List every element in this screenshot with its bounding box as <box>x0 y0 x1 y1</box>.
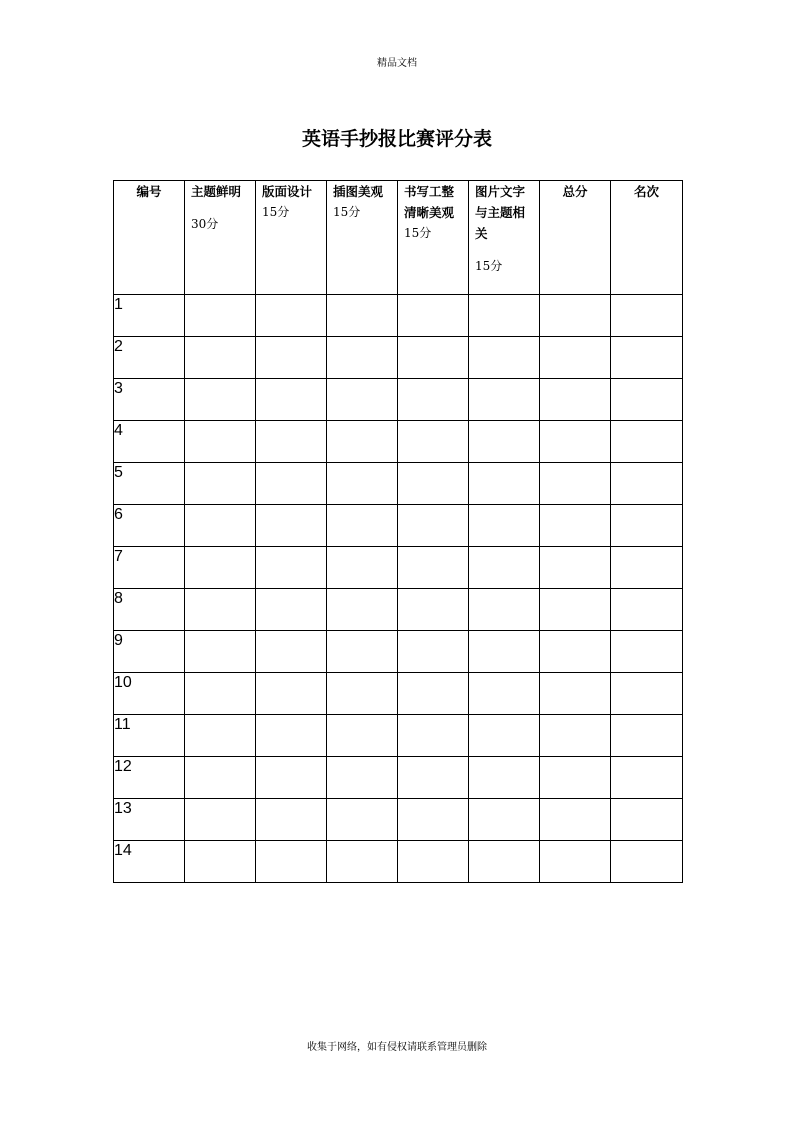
score-cell[interactable] <box>540 673 611 715</box>
table-header-row <box>114 181 683 295</box>
score-cell[interactable] <box>185 757 256 799</box>
header-label: 图片文字 <box>475 184 526 199</box>
score-cell[interactable] <box>327 547 398 589</box>
score-cell[interactable] <box>185 337 256 379</box>
header-label: 书写工整 <box>404 184 455 199</box>
score-cell[interactable] <box>469 295 540 337</box>
header-label: 主题鲜明 <box>191 184 242 199</box>
score-cell[interactable] <box>469 673 540 715</box>
score-cell[interactable] <box>398 379 469 421</box>
score-cell[interactable] <box>398 505 469 547</box>
score-cell[interactable] <box>540 715 611 757</box>
score-cell[interactable] <box>540 421 611 463</box>
header-label: 清晰美观 <box>404 205 455 220</box>
score-cell[interactable] <box>611 505 683 547</box>
score-cell[interactable] <box>398 841 469 883</box>
score-cell[interactable] <box>256 295 327 337</box>
score-cell[interactable] <box>540 379 611 421</box>
table-row <box>114 799 683 841</box>
row-number-cell: 7 <box>114 547 185 589</box>
score-cell[interactable] <box>185 715 256 757</box>
table-row <box>114 295 683 337</box>
row-number-cell: 12 <box>114 757 185 799</box>
score-cell[interactable] <box>611 757 683 799</box>
score-cell[interactable] <box>256 505 327 547</box>
score-cell[interactable] <box>327 589 398 631</box>
score-cell[interactable] <box>540 505 611 547</box>
score-cell[interactable] <box>469 841 540 883</box>
header-cell-relevance <box>469 181 540 295</box>
score-cell[interactable] <box>611 337 683 379</box>
score-cell[interactable] <box>398 421 469 463</box>
score-cell[interactable] <box>469 337 540 379</box>
score-cell[interactable] <box>185 505 256 547</box>
score-cell[interactable] <box>256 337 327 379</box>
score-cell[interactable] <box>185 547 256 589</box>
score-cell[interactable] <box>398 547 469 589</box>
score-cell[interactable] <box>185 379 256 421</box>
header-score: 15分 <box>333 205 361 219</box>
header-label: 版面设计 <box>262 184 313 199</box>
score-cell[interactable] <box>256 673 327 715</box>
score-cell[interactable] <box>540 841 611 883</box>
row-number-cell: 5 <box>114 463 185 505</box>
score-cell[interactable] <box>327 295 398 337</box>
score-cell[interactable] <box>398 631 469 673</box>
score-cell[interactable] <box>398 463 469 505</box>
score-cell[interactable] <box>540 589 611 631</box>
score-cell[interactable] <box>469 547 540 589</box>
score-cell[interactable] <box>185 295 256 337</box>
row-number-cell: 4 <box>114 421 185 463</box>
header-cell-id <box>114 181 185 295</box>
row-number-cell: 1 <box>114 295 185 337</box>
score-cell[interactable] <box>611 799 683 841</box>
score-cell[interactable] <box>185 673 256 715</box>
table-row <box>114 421 683 463</box>
score-cell[interactable] <box>469 589 540 631</box>
score-cell[interactable] <box>327 631 398 673</box>
score-cell[interactable] <box>256 841 327 883</box>
score-cell[interactable] <box>469 715 540 757</box>
header-cell-theme <box>185 181 256 295</box>
score-cell[interactable] <box>611 673 683 715</box>
score-cell[interactable] <box>398 799 469 841</box>
score-cell[interactable] <box>469 505 540 547</box>
score-cell[interactable] <box>327 841 398 883</box>
score-cell[interactable] <box>256 421 327 463</box>
score-cell[interactable] <box>540 757 611 799</box>
header-cell-layout <box>256 181 327 295</box>
score-cell[interactable] <box>611 631 683 673</box>
score-cell[interactable] <box>398 673 469 715</box>
header-label: 与主题相 <box>475 205 526 220</box>
score-cell[interactable] <box>256 589 327 631</box>
header-label: 名次 <box>633 184 659 199</box>
header-cell-rank <box>611 181 683 295</box>
score-cell[interactable] <box>469 463 540 505</box>
score-cell[interactable] <box>398 757 469 799</box>
header-cell-handwriting <box>398 181 469 295</box>
table-row <box>114 631 683 673</box>
header-score: 15分 <box>475 259 503 273</box>
score-cell[interactable] <box>540 631 611 673</box>
score-cell[interactable] <box>540 463 611 505</box>
score-cell[interactable] <box>327 379 398 421</box>
header-score: 15分 <box>262 205 290 219</box>
score-cell[interactable] <box>256 379 327 421</box>
score-cell[interactable] <box>256 463 327 505</box>
score-cell[interactable] <box>611 463 683 505</box>
table-row <box>114 547 683 589</box>
header-label: 总分 <box>562 184 588 199</box>
score-cell[interactable] <box>540 337 611 379</box>
table-row <box>114 505 683 547</box>
score-cell[interactable] <box>327 673 398 715</box>
score-cell[interactable] <box>327 463 398 505</box>
document-title: 英语手抄报比赛评分表 <box>301 128 492 150</box>
table-row <box>114 379 683 421</box>
score-cell[interactable] <box>256 757 327 799</box>
score-cell[interactable] <box>185 421 256 463</box>
score-cell[interactable] <box>611 295 683 337</box>
row-number-cell: 11 <box>114 715 185 757</box>
score-cell[interactable] <box>327 337 398 379</box>
header-label: 关 <box>475 226 488 241</box>
score-cell[interactable] <box>469 379 540 421</box>
score-cell[interactable] <box>398 589 469 631</box>
score-cell[interactable] <box>185 463 256 505</box>
score-cell[interactable] <box>185 799 256 841</box>
score-cell[interactable] <box>469 757 540 799</box>
row-number-cell: 9 <box>114 631 185 673</box>
row-number-cell: 2 <box>114 337 185 379</box>
row-number-cell: 6 <box>114 505 185 547</box>
page-footer-note: 收集于网络，如有侵权请联系管理员删除 <box>307 1042 487 1053</box>
score-cell[interactable] <box>327 757 398 799</box>
score-cell[interactable] <box>256 799 327 841</box>
score-cell[interactable] <box>256 715 327 757</box>
table-row <box>114 673 683 715</box>
header-label: 插图美观 <box>333 184 384 199</box>
score-cell[interactable] <box>540 799 611 841</box>
table-row <box>114 337 683 379</box>
score-cell[interactable] <box>469 421 540 463</box>
score-cell[interactable] <box>611 589 683 631</box>
row-number-cell: 8 <box>114 589 185 631</box>
score-cell[interactable] <box>327 505 398 547</box>
score-cell[interactable] <box>256 631 327 673</box>
table-row <box>114 841 683 883</box>
score-cell[interactable] <box>327 799 398 841</box>
score-cell[interactable] <box>611 547 683 589</box>
table-row <box>114 463 683 505</box>
score-cell[interactable] <box>327 421 398 463</box>
header-cell-total <box>540 181 611 295</box>
score-cell[interactable] <box>398 337 469 379</box>
score-cell[interactable] <box>185 589 256 631</box>
row-number-cell: 3 <box>114 379 185 421</box>
header-label: 编号 <box>136 184 162 199</box>
score-cell[interactable] <box>611 715 683 757</box>
row-number-cell: 13 <box>114 799 185 841</box>
score-table <box>113 180 683 883</box>
header-score: 30分 <box>191 217 219 231</box>
score-cell[interactable] <box>256 547 327 589</box>
page-header-note: 精品文档 <box>377 58 417 69</box>
table-row <box>114 589 683 631</box>
header-cell-illustration <box>327 181 398 295</box>
score-cell[interactable] <box>540 295 611 337</box>
table-body <box>114 295 683 883</box>
score-cell[interactable] <box>398 295 469 337</box>
score-cell[interactable] <box>540 547 611 589</box>
table-row <box>114 757 683 799</box>
table-row <box>114 715 683 757</box>
row-number-cell: 14 <box>114 841 185 883</box>
score-cell[interactable] <box>327 715 398 757</box>
score-cell[interactable] <box>469 631 540 673</box>
header-score: 15分 <box>404 226 432 240</box>
row-number-cell: 10 <box>114 673 185 715</box>
score-cell[interactable] <box>185 631 256 673</box>
score-cell[interactable] <box>611 421 683 463</box>
score-cell[interactable] <box>611 841 683 883</box>
score-cell[interactable] <box>185 841 256 883</box>
score-cell[interactable] <box>469 799 540 841</box>
score-cell[interactable] <box>611 379 683 421</box>
score-cell[interactable] <box>398 715 469 757</box>
